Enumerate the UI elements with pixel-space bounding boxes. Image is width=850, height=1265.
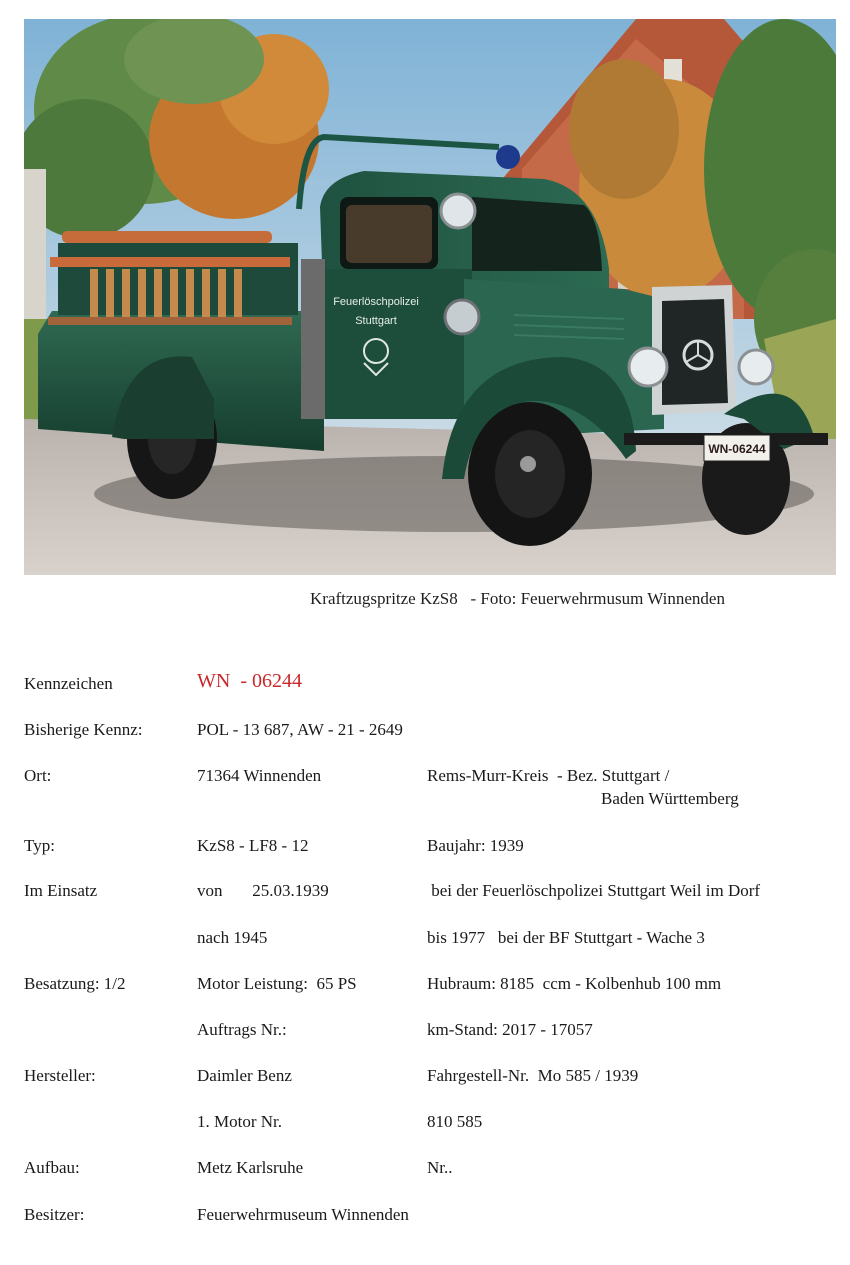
row-motor: [0, 1112, 850, 1136]
bisherige-label: Bisherige Kennz:: [24, 720, 143, 739]
hubraum-value: Hubraum: 8185 ccm - Kolbenhub 100 mm: [427, 974, 722, 993]
besitzer-value: Feuerwehrmuseum Winnenden: [197, 1205, 409, 1224]
aufbau-nr: Nr..: [427, 1158, 453, 1177]
photo-door-text-2: Stuttgart: [355, 315, 397, 327]
row-besitzer: [0, 1205, 850, 1229]
row-kennzeichen: [0, 670, 850, 698]
aufbau-label: Aufbau:: [24, 1158, 80, 1177]
motor-leistung-value: Motor Leistung: 65 PS: [197, 974, 357, 993]
row-besatzung: [0, 974, 850, 998]
ort-value: 71364 Winnenden: [197, 766, 322, 785]
row-typ: [0, 836, 850, 860]
photo-door-text-1: Feuerlöschpolizei: [333, 296, 419, 308]
photo-caption: Kraftzugspritze KzS8 - Foto: Feuerwehrmusum Winnenden: [310, 589, 725, 608]
kennzeichen-value: WN - 06244: [197, 670, 302, 692]
ort-region-line1: Rems-Murr-Kreis - Bez. Stuttgart /: [427, 766, 670, 785]
row-einsatz: [0, 881, 850, 905]
ort-region-line2: Baden Württemberg: [601, 789, 739, 808]
motor-nr-value: 810 585: [427, 1112, 483, 1131]
km-stand-value: km-Stand: 2017 - 17057: [427, 1020, 593, 1039]
einsatz2-unit: bis 1977 bei der BF Stuttgart - Wache 3: [427, 928, 705, 947]
besitzer-label: Besitzer:: [24, 1205, 85, 1224]
einsatz-from: von 25.03.1939: [197, 881, 329, 900]
photo-license-plate: WN-06244: [708, 442, 766, 456]
typ-value: KzS8 - LF8 - 12: [197, 836, 309, 855]
fire-truck-photo: [24, 19, 836, 575]
einsatz-unit: bei der Feuerlöschpolizei Stuttgart Weil im Dorf: [427, 881, 761, 900]
ort-label: Ort:: [24, 766, 52, 785]
row-hersteller: [0, 1066, 850, 1090]
row-ort: [0, 766, 850, 814]
fahrgestell-value: Fahrgestell-Nr. Mo 585 / 1939: [427, 1066, 639, 1085]
baujahr-value: Baujahr: 1939: [427, 836, 524, 855]
hersteller-label: Hersteller:: [24, 1066, 96, 1085]
aufbau-value: Metz Karlsruhe: [197, 1158, 304, 1177]
motor-nr-label: 1. Motor Nr.: [197, 1112, 282, 1131]
row-bisherige: [0, 720, 850, 744]
typ-label: Typ:: [24, 836, 55, 855]
row-aufbau: [0, 1158, 850, 1182]
photo-illustration: [24, 19, 836, 575]
hersteller-value: Daimler Benz: [197, 1066, 292, 1085]
besatzung-label: Besatzung: 1/2: [24, 974, 126, 993]
auftrag-label: Auftrags Nr.:: [197, 1020, 287, 1039]
bisherige-value: POL - 13 687, AW - 21 - 2649: [197, 720, 403, 739]
kennzeichen-label: Kennzeichen: [24, 674, 113, 693]
row-auftrag: [0, 1020, 850, 1044]
einsatz-label: Im Einsatz: [24, 881, 98, 900]
einsatz2-from: nach 1945: [197, 928, 268, 947]
row-einsatz-2: [0, 928, 850, 952]
